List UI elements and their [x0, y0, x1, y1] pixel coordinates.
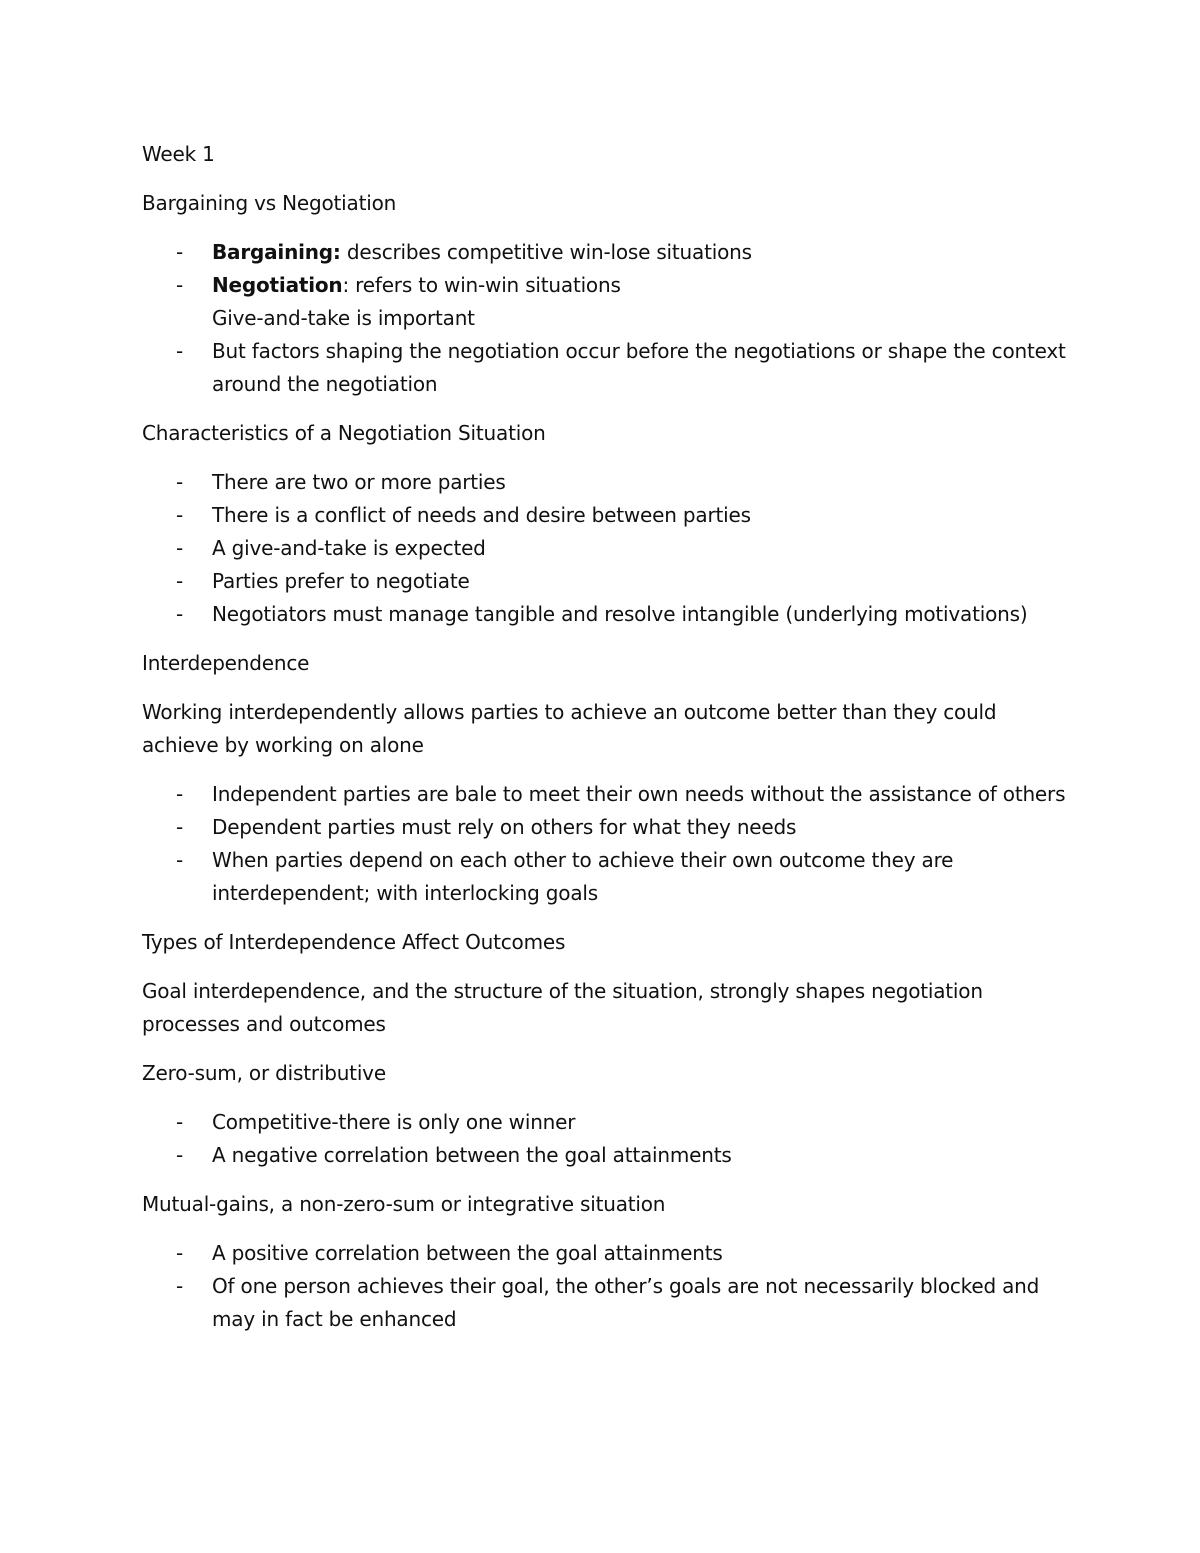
bargaining-heading: Bargaining vs Negotiation — [142, 191, 397, 215]
week-heading: Week 1 — [142, 142, 215, 166]
dash-bullet: - — [176, 1143, 184, 1167]
dash-bullet: - — [176, 339, 184, 363]
dash-bullet: - — [176, 503, 184, 527]
types-paragraph: Goal interdependence, and the structure of the situation, strongly shapes negotiation processes and outcomes — [142, 979, 983, 1036]
list-item — [142, 1106, 1072, 1139]
list-item-text: Parties prefer to negotiate — [212, 569, 470, 593]
negotiation-term: Negotiation — [212, 273, 343, 297]
list-item-text: When parties depend on each other to achieve their own outcome they are interdependent; with interlocking goals — [212, 848, 954, 905]
list-item-text: There are two or more parties — [212, 470, 506, 494]
list-item — [142, 335, 1072, 401]
list-item — [142, 565, 1072, 598]
dash-bullet: - — [176, 815, 184, 839]
list-item-text: Dependent parties must rely on others for what they needs — [212, 815, 797, 839]
characteristics-heading: Characteristics of a Negotiation Situation — [142, 421, 546, 445]
document-page — [142, 138, 1072, 1352]
list-item — [142, 466, 1072, 499]
interdependence-heading: Interdependence — [142, 651, 310, 675]
list-item-text: A positive correlation between the goal attainments — [212, 1241, 723, 1265]
types-heading: Types of Interdependence Affect Outcomes — [142, 930, 566, 954]
zero-sum-heading: Zero-sum, or distributive — [142, 1061, 386, 1085]
bargaining-term: Bargaining: — [212, 240, 341, 264]
dash-bullet: - — [176, 536, 184, 560]
bargaining-list — [142, 236, 1072, 401]
dash-bullet: - — [176, 782, 184, 806]
list-item-text: A give-and-take is expected — [212, 536, 486, 560]
list-item — [142, 598, 1072, 631]
list-item — [142, 1139, 1072, 1172]
list-item — [142, 844, 1072, 910]
mutual-gains-heading: Mutual-gains, a non-zero-sum or integrative situation — [142, 1192, 666, 1216]
list-item — [142, 1270, 1072, 1336]
list-item-text: Independent parties are bale to meet their own needs without the assistance of others — [212, 782, 1066, 806]
list-item-text: Competitive-there is only one winner — [212, 1110, 576, 1134]
dash-bullet: - — [176, 1241, 184, 1265]
characteristics-list — [142, 466, 1072, 631]
list-item — [142, 778, 1072, 811]
dash-bullet: - — [176, 848, 184, 872]
dash-bullet: - — [176, 273, 184, 297]
dash-bullet: - — [176, 602, 184, 626]
list-item — [142, 532, 1072, 565]
dash-bullet: - — [176, 240, 184, 264]
bargaining-definition: describes competitive win-lose situations — [340, 240, 752, 264]
negotiation-continuation: Give-and-take is important — [212, 306, 475, 330]
list-item-text: But factors shaping the negotiation occur before the negotiations or shape the context around the negotiation — [212, 339, 1066, 396]
list-item-text: There is a conflict of needs and desire between parties — [212, 503, 751, 527]
negotiation-definition: : refers to win-win situations — [342, 273, 621, 297]
interdependence-paragraph: Working interdependently allows parties to achieve an outcome better than they could achieve by working on alone — [142, 700, 997, 757]
list-item — [142, 269, 1072, 335]
mutual-gains-list — [142, 1237, 1072, 1336]
list-item — [142, 236, 1072, 269]
zero-sum-list — [142, 1106, 1072, 1172]
dash-bullet: - — [176, 569, 184, 593]
list-item-text: Of one person achieves their goal, the other’s goals are not necessarily blocked and may in fact be enhanced — [212, 1274, 1040, 1331]
dash-bullet: - — [176, 1110, 184, 1134]
list-item-text: Negotiators must manage tangible and resolve intangible (underlying motivations) — [212, 602, 1028, 626]
list-item — [142, 811, 1072, 844]
list-item-text: A negative correlation between the goal attainments — [212, 1143, 732, 1167]
dash-bullet: - — [176, 470, 184, 494]
list-item — [142, 499, 1072, 532]
dash-bullet: - — [176, 1274, 184, 1298]
interdependence-list — [142, 778, 1072, 910]
list-item — [142, 1237, 1072, 1270]
